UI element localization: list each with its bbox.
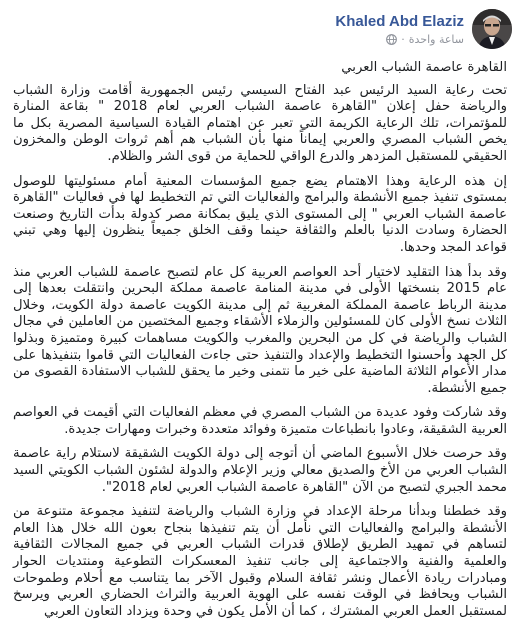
post-paragraph: وقد خططنا وبدأنا مرحلة الإعداد في وزارة الشباب والرياضة لتنفيذ مجموعة متنوعة من الأنشطة والبرامج والفعاليات التي نأمل أن يتم تنفيذها بنجاح بعون الله خلال هذا العام لتساهم في تمهيد الطريق لإطلاق قدرات الشباب العربي في جميع المجالات الثقافية والعلمية والفنية والاجتماعية إلى جانب تنفيذ المعسكرات التطوعية ومنتديات الحوار ومبادرات ريادة الأعمال ونشر ثقافة السلام وقبول الآخر بما يتناسب مع أحلام وطموحات الشباب ويحافظ في الوقت نفسه على الهوية العربية والتراث الحضاري العربي ويرسخ لمستقبل العمل العربي المشترك ، كما أن الأمل يكون في وحدة ويزداد التعاون العربي bbox=[13, 504, 507, 619]
author-avatar[interactable] bbox=[472, 9, 512, 49]
author-info bbox=[335, 13, 464, 46]
post-meta bbox=[335, 33, 464, 46]
meta-separator: · bbox=[401, 32, 405, 46]
post-paragraph: وقد حرصت خلال الأسبوع الماضي أن أتوجه إلى دولة الكويت الشقيقة لاستلام راية عاصمة الشباب العربي من الأخ والصديق معالي وزير الإعلام والدولة لشئون الشباب الكويتي السيد محمد الجبري لتصبح من الآن "القاهرة عاصمة الشباب العربي لعام 2018". bbox=[13, 446, 507, 495]
globe-icon bbox=[386, 34, 397, 45]
post-timestamp[interactable]: ساعة واحدة bbox=[408, 32, 464, 46]
post-paragraph-title: القاهرة عاصمة الشباب العربي bbox=[341, 60, 507, 75]
post-paragraph: تحت رعاية السيد الرئيس عبد الفتاح السيسي رئيس الجمهورية أقامت وزارة الشباب والرياضة حفل إعلان "القاهرة عاصمة الشباب العربي لعام 2018 " بقاعة المنارة للمؤتمرات، تلك الرعاية الكريمة التي تعبر عن اهتمام القيادة السياسية المصرية بكل ما يخص الشباب المصري والعربي إيماناً منها بأن الشباب هم أهم ثروات الوطن والمخزون الحقيقي للمستقبل المزدهر والدرع الواقي للحماية من قوى الشر والظلام. bbox=[13, 82, 507, 164]
post-paragraph: وقد بدأ هذا التقليد لاختيار أحد العواصم العربية كل عام لتصبح عاصمة للشباب العربي منذ عام 2015 بنسختها الأولى في مدينة المنامة عاصمة مملكة البحرين وانتقلت بعدها إلى مدينة الرباط عاصمة المملكة المغربية ثم إلى مدينة الكويت عاصمة دولة الكويت، وخلال الثلاث نسخ الأولى كان للمسئولين والزملاء الأشقاء وجميع المختصين من العاملين في مجال الشباب والرياضة في كل من البحرين والمغرب والكويت مساهمات كبيرة ومتميزة وبذلوا كل الجهد وأحسنوا التخطيط والإعداد والتنفيذ حتى جاءت الفعاليات التي قاموا بتنفيذها على مدار الأعوام الثلاثة الماضية على خير ما نتمنى وخير ما يحقق للشباب الاستفادة القصوى من جميع الأنشطة. bbox=[13, 264, 507, 396]
post-paragraph: إن هذه الرعاية وهذا الاهتمام يضع جميع المؤسسات المعنية أمام مسئوليتها للوصول بمستوى تنفيذ جميع الأنشطة والبرامج والفعاليات التي تم التخطيط لها في فعاليات "القاهرة عاصمة الشباب العربي " إلى المستوى الذي يليق بمكانة مصر كدولة بدأت التاريخ وصنعت الحضارة وسادت الدنيا بالعلم والثقافة حينما وقف الخلق جميعاً ينظرون إليها وهي تبني قواعد المجد وحدها. bbox=[13, 173, 507, 255]
post-body bbox=[0, 52, 520, 620]
author-name[interactable]: Khaled Abd Elaziz bbox=[335, 12, 464, 30]
post-paragraph: وقد شاركت وفود عديدة من الشباب المصري في معظم الفعاليات التي أقيمت في العواصم العربية الشقيقة، وعادوا بانطباعات متميزة وفوائد متعددة وخبرات ومهارات جديدة. bbox=[13, 405, 507, 437]
post-header bbox=[0, 0, 520, 52]
